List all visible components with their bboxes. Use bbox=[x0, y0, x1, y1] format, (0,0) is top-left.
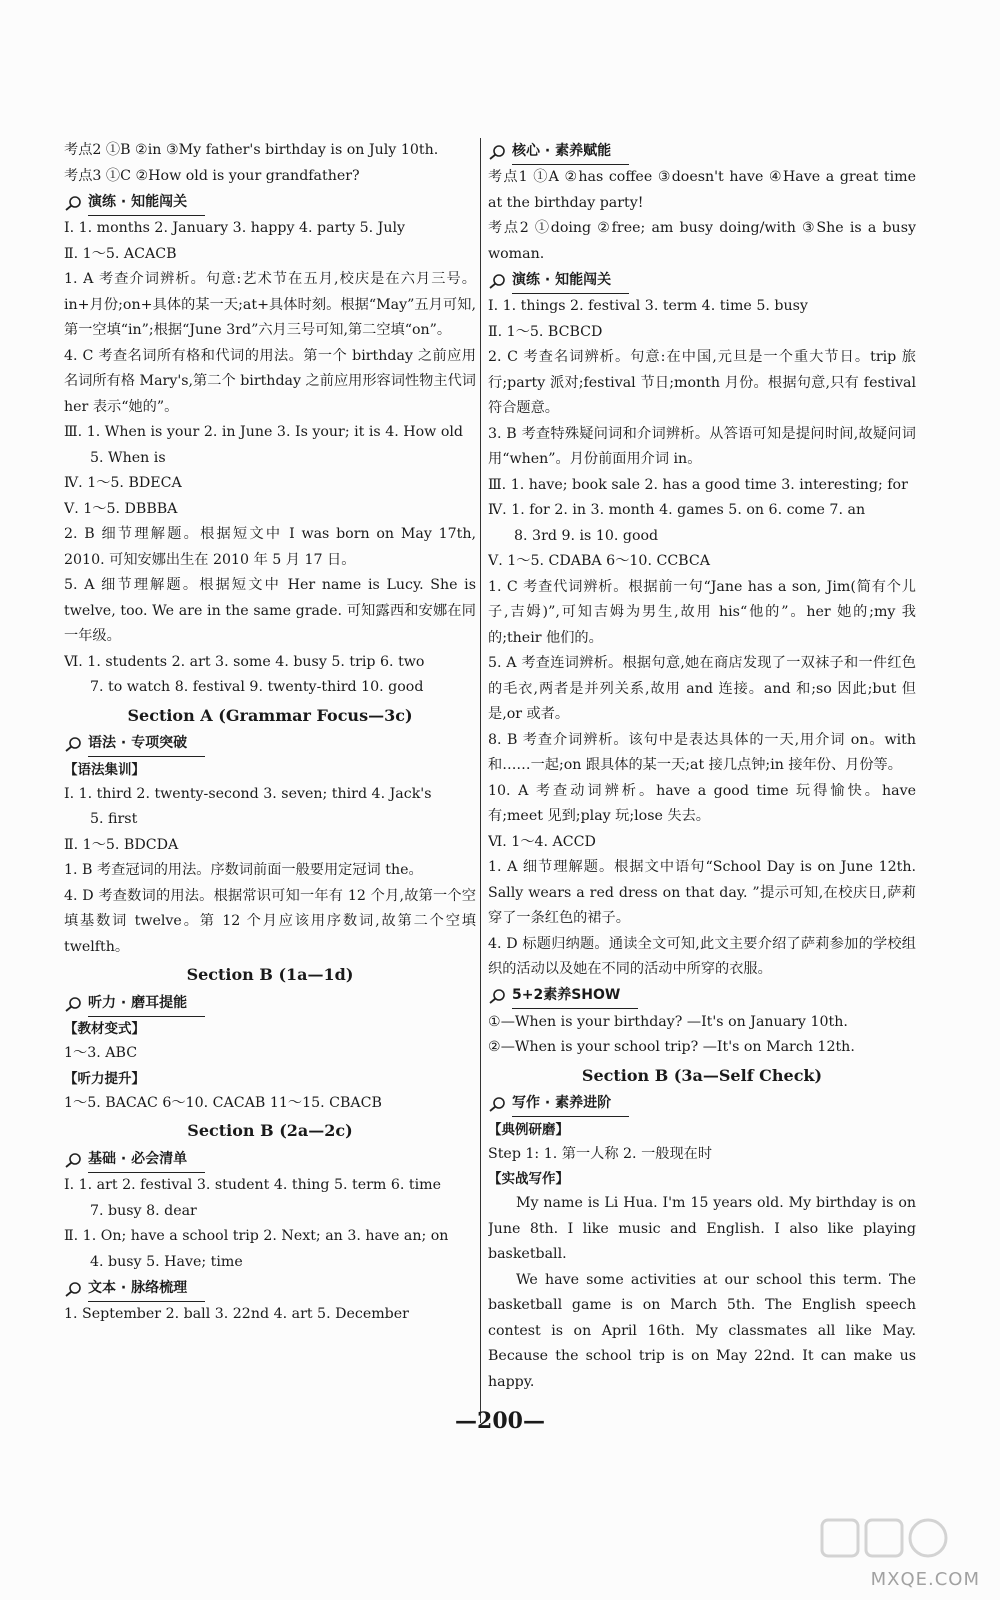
explanation: 2. B 细节理解题。根据短文中 I was born on May 17th, 2010. 可知安娜出生在 2010 年 5 月 17 日。 bbox=[64, 526, 476, 568]
explanation: 2. C 考查名词辨析。句意:在中国,元旦是一个重大节日。trip 旅行;party 派对;festival 节日;month 月份。根据句意,只有 festival 符合题意。 bbox=[488, 349, 916, 416]
section-header bbox=[64, 1146, 476, 1173]
page-number: —200— bbox=[455, 1408, 545, 1434]
answer-line: 考点3 ①C ②How old is your grandfather? bbox=[64, 167, 360, 184]
magnifier-icon bbox=[488, 273, 508, 289]
right-column bbox=[488, 138, 916, 1395]
answer-line: ①—When is your birthday? —It's on January 10th. bbox=[488, 1013, 848, 1030]
explanation: 1. A 考查介词辨析。句意:艺术节在五月,校庆是在六月三号。in+月份;on+具体的某一天;at+具体时刻。根据“May”五月可知,第一空填“in”;根据“June 3rd”六月三号可知,第二空填“on”。 bbox=[64, 271, 476, 338]
magnifier-icon bbox=[488, 144, 508, 160]
answer-line: Ⅱ. 1～5. BDCDA bbox=[64, 836, 179, 853]
answer-line: 1～5. BACAC 6～10. CACAB 11～15. CBACB bbox=[64, 1094, 382, 1111]
answer-line: Ⅰ. 1. things 2. festival 3. term 4. time 5. busy bbox=[488, 298, 808, 314]
section-title: Section B (1a—1d) bbox=[186, 965, 354, 984]
section-header-label: 听力 · 磨耳提能 bbox=[88, 991, 205, 1017]
answer-line: 7. to watch 8. festival 9. twenty-third 10. good bbox=[90, 679, 424, 695]
subheading: 【教材变式】 bbox=[64, 1021, 145, 1037]
explanation: 5. A 细节理解题。根据短文中 Her name is Lucy. She is twelve, too. We are in the same grade. 可知露西和安娜在同一年级。 bbox=[64, 577, 476, 644]
section-header-label: 写作 · 素养进阶 bbox=[512, 1091, 629, 1117]
explanation: 3. B 考查特殊疑问词和介词辨析。从答语可知是提问时间,故疑问词用“when”。月份前面用介词 in。 bbox=[488, 425, 916, 467]
section-header-label: 演练 · 知能闯关 bbox=[512, 268, 629, 294]
answer-line: 4. busy 5. Have; time bbox=[90, 1253, 243, 1270]
explanation: 1. C 考查代词辨析。根据前一句“Jane has a son, Jim(简有个儿子,吉姆)”,可知吉姆为男生,故用 his“他的”。her 她的;my 我的;their 他们的。 bbox=[488, 578, 916, 646]
watermark-text: MXQE.COM bbox=[870, 1569, 980, 1590]
subheading: 【实战写作】 bbox=[488, 1171, 569, 1187]
answer-line: 1. September 2. ball 3. 22nd 4. art 5. December bbox=[64, 1306, 409, 1322]
section-header bbox=[64, 731, 476, 758]
explanation: 4. D 考查数词的用法。根据常识可知一年有 12 个月,故第一个空填基数词 twelve。第 12 个月应该用序数词,故第二个空填 twelfth。 bbox=[64, 887, 476, 955]
section-header-label: 语法 · 专项突破 bbox=[88, 731, 205, 757]
answer-line: Ⅳ. 1～5. BDECA bbox=[64, 475, 182, 491]
section-header bbox=[488, 138, 916, 165]
answer-line: Ⅱ. 1. On; have a school trip 2. Next; an 3. have an; on bbox=[64, 1228, 449, 1244]
section-header bbox=[488, 983, 916, 1010]
answer-line: Ⅴ. 1～5. DBBBA bbox=[64, 500, 178, 517]
section-header bbox=[64, 1275, 476, 1302]
section-header bbox=[488, 267, 916, 294]
answer-line: 5. When is bbox=[90, 449, 166, 466]
section-header bbox=[64, 990, 476, 1017]
section-header-label: 基础 · 必会清单 bbox=[88, 1147, 205, 1173]
answer-line: 1～3. ABC bbox=[64, 1045, 138, 1061]
answer-line: 5. first bbox=[90, 811, 138, 827]
magnifier-icon bbox=[488, 1096, 508, 1112]
answer-line: Ⅵ. 1. students 2. art 3. some 4. busy 5. trip 6. two bbox=[64, 653, 425, 670]
answer-line: Ⅰ. 1. art 2. festival 3. student 4. thing 5. term 6. time bbox=[64, 1177, 442, 1193]
explanation: 5. A 考查连词辨析。根据句意,她在商店发现了一双袜子和一件红色的毛衣,两者是并列关系,故用 and 连接。and 和;so 因此;but 但是,or 或者。 bbox=[488, 655, 916, 722]
answer-line: 考点2 ①B ②in ③My father's birthday is on July 10th. bbox=[64, 142, 439, 158]
magnifier-icon bbox=[64, 1281, 84, 1297]
explanation: 考点2 ①doing ②free; am busy doing/with ③She is a busy woman. bbox=[488, 220, 916, 262]
explanation: 10. A 考查动词辨析。have a good time 玩得愉快。have 有;meet 见到;play 玩;lose 失去。 bbox=[488, 782, 916, 824]
answer-line: Ⅴ. 1～5. CDABA 6～10. CCBCA bbox=[488, 553, 710, 569]
magnifier-icon bbox=[64, 736, 84, 752]
section-header-label: 文本 · 脉络梳理 bbox=[88, 1276, 205, 1302]
section-title: Section B (2a—2c) bbox=[187, 1121, 353, 1140]
answer-line: Ⅲ. 1. have; book sale 2. has a good time 3. interesting; for bbox=[488, 476, 908, 493]
answer-line: Ⅰ. 1. third 2. twenty-second 3. seven; third 4. Jack's bbox=[64, 785, 432, 802]
column-divider bbox=[480, 138, 481, 1423]
section-header bbox=[64, 189, 476, 216]
answer-line: 7. busy 8. dear bbox=[90, 1202, 197, 1219]
explanation: 考点1 ①A ②has coffee ③doesn't have ④Have a great time at the birthday party! bbox=[488, 169, 916, 211]
answer-line: Ⅲ. 1. When is your 2. in June 3. Is your; it is 4. How old bbox=[64, 424, 463, 440]
explanation: 4. C 考查名词所有格和代词的用法。第一个 birthday 之前应用名词所有格 Mary's,第二个 birthday 之前应用形容词性物主代词 her 表示“她的”。 bbox=[64, 347, 476, 415]
subheading: 【典例研磨】 bbox=[488, 1121, 569, 1138]
magnifier-icon bbox=[64, 195, 84, 211]
section-header-label: 演练 · 知能闯关 bbox=[88, 190, 205, 216]
subheading: 【听力提升】 bbox=[64, 1070, 145, 1087]
answer-line: 8. 3rd 9. is 10. good bbox=[514, 527, 659, 544]
essay-paragraph: My name is Li Hua. I'm 15 years old. My birthday is on June 8th. I like music and English. I also like playing basketball. bbox=[488, 1195, 916, 1262]
explanation: 1. A 细节理解题。根据文中语句“School Day is on June 12th. Sally wears a red dress on that day. ”提示可知,在校庆日,萨莉穿了一条红色的裙子。 bbox=[488, 859, 916, 926]
magnifier-icon bbox=[488, 988, 508, 1004]
explanation: 4. D 标题归纳题。通读全文可知,此文主要介绍了萨莉参加的学校组织的活动以及她在不同的活动中所穿的衣服。 bbox=[488, 935, 916, 977]
answer-line: Step 1: 1. 第一人称 2. 一般现在时 bbox=[488, 1145, 713, 1162]
answer-line: Ⅰ. 1. months 2. January 3. happy 4. party 5. July bbox=[64, 220, 406, 236]
answer-line: Ⅵ. 1～4. ACCD bbox=[488, 833, 596, 850]
section-title: Section B (3a—Self Check) bbox=[581, 1065, 823, 1085]
magnifier-icon bbox=[64, 1152, 84, 1168]
left-column bbox=[64, 138, 476, 1328]
answer-line: Ⅱ. 1～5. ACACB bbox=[64, 245, 177, 262]
subheading: 【语法集训】 bbox=[64, 761, 145, 778]
magnifier-icon bbox=[64, 996, 84, 1012]
section-header bbox=[488, 1091, 916, 1118]
section-header-label: 5+2素养SHOW bbox=[512, 983, 638, 1009]
essay-paragraph: We have some activities at our school this term. The basketball game is on March 5th. The English speech contest is on April 16th. My classmates all like May. Because the school trip is on May 22nd. It can make us happy. bbox=[488, 1271, 916, 1390]
answer-line: ②—When is your school trip? —It's on March 12th. bbox=[488, 1039, 855, 1055]
answer-line: 1. B 考查冠词的用法。序数词前面一般要用定冠词 the。 bbox=[64, 862, 423, 878]
explanation: 8. B 考查介词辨析。该句中是表达具体的一天,用介词 on。with 和……一起;on 跟具体的某一天;at 接几点钟;in 接年份、月份等。 bbox=[488, 731, 916, 773]
answer-line: Ⅱ. 1～5. BCBCD bbox=[488, 323, 603, 340]
section-header-label: 核心 · 素养赋能 bbox=[512, 139, 629, 165]
section-title: Section A (Grammar Focus—3c) bbox=[127, 705, 413, 725]
answer-line: Ⅳ. 1. for 2. in 3. month 4. games 5. on 6. come 7. an bbox=[488, 502, 866, 518]
